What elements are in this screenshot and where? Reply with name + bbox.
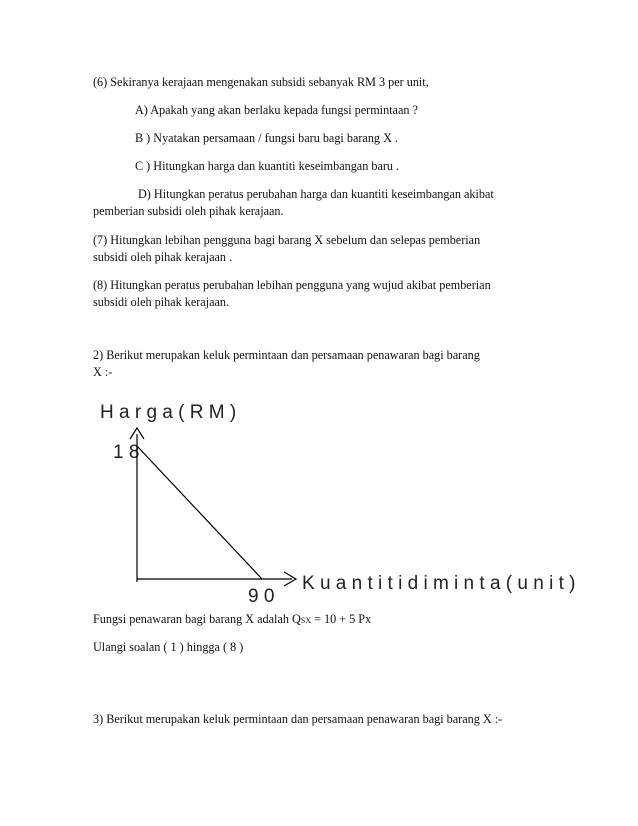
q8-line2: subsidi oleh pihak kerajaan. — [93, 295, 230, 309]
x-tick-label: 9 0 — [248, 586, 275, 607]
y-tick-label: 1 8 — [113, 442, 140, 463]
section-3-intro: 3) Berikut merupakan keluk permintaan dan persamaan penawaran bagi barang X :- — [93, 712, 503, 726]
supply-suffix: = 10 + 5 Px — [311, 612, 372, 626]
supply-prefix: Fungsi penawaran bagi barang X adalah Q — [93, 612, 301, 626]
supply-function-text — [93, 612, 371, 628]
repeat-instruction: Ulangi soalan ( 1 ) hingga ( 8 ) — [93, 640, 244, 654]
q6-part-b: B ) Nyatakan persamaan / fungsi baru bagi barang X . — [135, 131, 398, 145]
q7-line2: subsidi oleh pihak kerajaan . — [93, 250, 233, 264]
y-axis-label: H a r g a ( R M ) — [100, 402, 237, 423]
q6-part-c: C ) Hitungkan harga dan kuantiti keseimbangan baru . — [135, 159, 400, 173]
supply-subscript: SX — [300, 616, 312, 625]
q6-part-a: A) Apakah yang akan berlaku kepada fungsi permintaan ? — [135, 103, 418, 117]
q6-part-d-line2: pemberian subsidi oleh pihak kerajaan. — [93, 204, 284, 218]
section-2-line1: 2) Berikut merupakan keluk permintaan dan persamaan penawaran bagi barang — [93, 348, 480, 362]
q7-line1: (7) Hitungkan lebihan pengguna bagi barang X sebelum dan selepas pemberian — [93, 233, 481, 247]
demand-curve-line — [137, 446, 262, 579]
q8-line1: (8) Hitungkan peratus perubahan lebihan pengguna yang wujud akibat pemberian — [93, 278, 491, 292]
q6-title: (6) Sekiranya kerajaan mengenakan subsidi sebanyak RM 3 per unit, — [93, 75, 429, 89]
section-2-line2: X :- — [93, 365, 113, 379]
q6-part-d-line1: D) Hitungkan peratus perubahan harga dan kuantiti keseimbangan akibat — [138, 187, 494, 201]
x-axis-label: K u a n t i t i d i m i n t a ( u n i t ) — [302, 573, 576, 594]
